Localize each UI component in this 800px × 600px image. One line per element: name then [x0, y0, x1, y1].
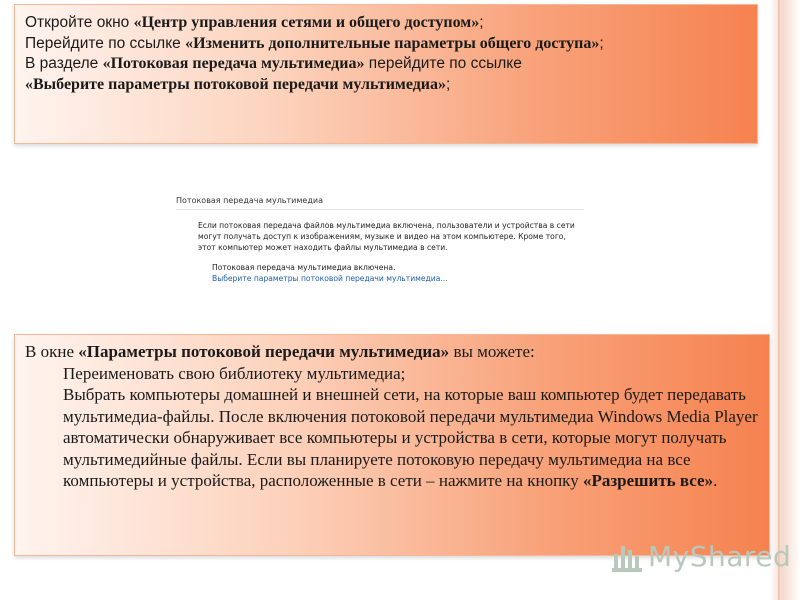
options-intro: В окне «Параметры потоковой передачи мультимедиа» вы можете:: [25, 342, 535, 361]
right-decorative-bar: [770, 0, 800, 600]
description-text: [198, 220, 578, 253]
options-list: [25, 363, 759, 492]
streaming-status: Потоковая передача мультимедиа включена.: [212, 263, 396, 272]
list-item: Выбрать компьютеры домашней и внешней сети, на которые ваш компьютер будет передавать мультимедиа-файлы. После включения потоковой передачи мультимедиа Windows Media Player автоматически обнаруживает все компьютеры и устройства в сети, которые могут получать мультимедийные файлы. Если вы планируете потоковую передачу мультимедиа на все компьютеры и устройства, расположенные в сети – нажмите на кнопку «Разрешить все».: [63, 385, 758, 490]
myshared-watermark: [608, 538, 792, 578]
media-streaming-screenshot: [168, 190, 584, 288]
section-heading: Потоковая передача мультимедиа: [176, 196, 323, 205]
options-box: [14, 334, 770, 556]
instruction-line-4: «Выберите параметры потоковой передачи мультимедиа»;: [25, 75, 451, 93]
list-item: Переименовать свою библиотеку мультимедиа;: [63, 363, 406, 383]
divider: [176, 209, 584, 210]
instruction-line-1: Откройте окно «Центр управления сетями и общего доступом»;: [25, 14, 484, 31]
choose-streaming-options-link[interactable]: Выберите параметры потоковой передачи мультимедиа...: [212, 274, 448, 283]
instructions-box: [14, 4, 758, 144]
instruction-line-2: Перейдите по ссылке «Изменить дополнительные параметры общего доступа»;: [25, 34, 604, 52]
watermark-text: MyShared: [648, 540, 792, 573]
decorative-line: [778, 0, 780, 600]
description-line: этот компьютер может находить файлы мультимедиа в сети.: [198, 243, 448, 252]
instruction-line-3: В разделе «Потоковая передача мультимедиа» перейдите по ссылке: [25, 55, 522, 72]
description-line: Если потоковая передача файлов мультимедиа включена, пользователи и устройства в сети: [198, 221, 575, 230]
myshared-logo-icon: [610, 540, 644, 574]
description-line: могут получать доступ к изображениям, музыке и видео на этом компьютере. Кроме того,: [198, 232, 566, 241]
